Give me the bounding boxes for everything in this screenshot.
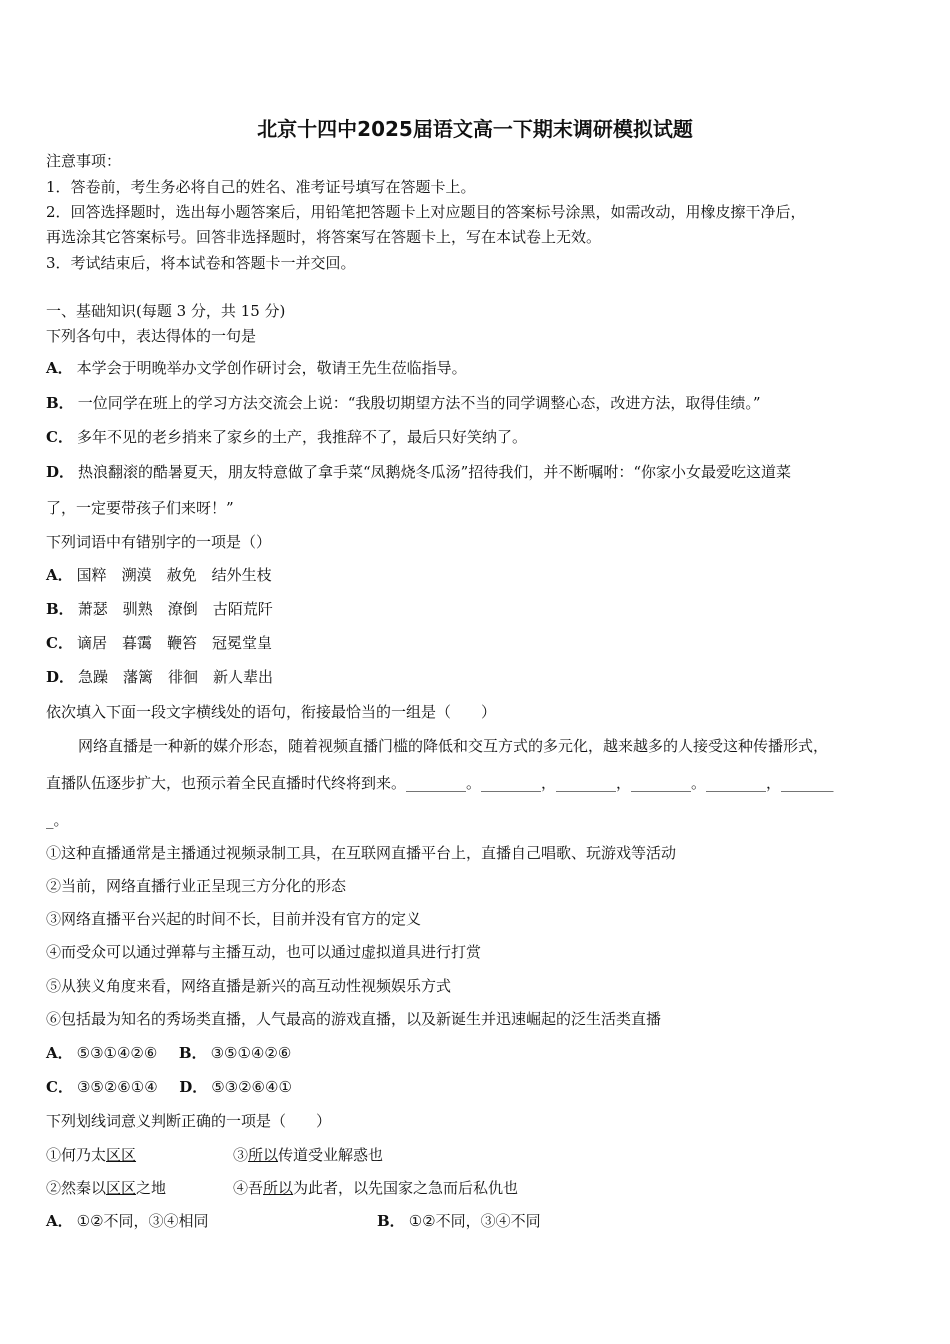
q2-option-a-text: 国粹 溯漠 赦免 结外生枝 — [76, 566, 272, 584]
option-letter: B． — [46, 600, 74, 618]
q1-option-d — [46, 462, 791, 482]
section-heading: 一、基础知识(每题 3 分，共 15 分) — [46, 302, 286, 320]
q2-option-b-text: 萧瑟 驯熟 潦倒 古陌荒阡 — [77, 600, 273, 618]
q4-item-3-rest: 传道受业解惑也 — [278, 1146, 384, 1164]
q1-option-a — [46, 358, 467, 378]
q4-item-4 — [233, 1178, 518, 1198]
q4-item-3-text: ③ — [233, 1146, 249, 1164]
q1-stem: 下列各句中，表达得体的一句是 — [46, 327, 257, 345]
q4-item-2 — [46, 1178, 166, 1198]
q3-stem: 依次填入下面一段文字横线处的语句，衔接最恰当的一组是（ ） — [46, 703, 497, 721]
q1-option-c-text: 多年不见的老乡捎来了家乡的土产，我推辞不了，最后只好笑纳了。 — [76, 428, 527, 446]
q3-sentence-1: ①这种直播通常是主播通过视频录制工具，在互联网直播平台上，直播自己唱歌、玩游戏等活动 — [46, 844, 677, 862]
option-letter: B． — [377, 1212, 405, 1230]
q4-option-a — [46, 1211, 209, 1231]
q1-option-c — [46, 427, 527, 447]
q3-sentence-2: ②当前，网络直播行业正呈现三方分化的形态 — [46, 877, 347, 895]
q4-item-2-rest: 之地 — [136, 1179, 167, 1197]
q3-option-d-text: ⑤③②⑥④① — [211, 1078, 292, 1096]
q1-option-b-text: 一位同学在班上的学习方法交流会上说：“我殷切期望方法不当的同学调整心态，改进方法，取得佳绩。” — [77, 394, 761, 412]
notice-item-2a: 2．回答选择题时，选出每小题答案后，用铅笔把答题卡上对应题目的答案标号涂黑，如需改动，用橡皮擦干净后， — [46, 203, 806, 221]
q3-sentence-6: ⑥包括最为知名的秀场类直播，人气最高的游戏直播，以及新诞生并迅速崛起的泛生活类直播 — [46, 1010, 662, 1028]
q3-option-b-text: ③⑤①④②⑥ — [210, 1044, 292, 1062]
q4-option-a-text: ①②不同，③④相同 — [76, 1212, 209, 1230]
notice-heading: 注意事项： — [46, 152, 122, 170]
option-letter: C． — [46, 428, 73, 446]
q4-item-2-text: ②然秦以 — [46, 1179, 107, 1197]
q3-option-a-text: ⑤③①④②⑥ — [76, 1044, 158, 1062]
q4-option-b-text: ①②不同，③④不同 — [408, 1212, 541, 1230]
q3-sentence-5: ⑤从狭义角度来看，网络直播是新兴的高互动性视频娱乐方式 — [46, 977, 452, 995]
q4-item-1 — [46, 1145, 136, 1165]
q4-item-3 — [233, 1145, 383, 1165]
q3-options-cd — [46, 1077, 292, 1097]
q3-passage-3: _。 — [46, 811, 69, 829]
option-letter: A． — [46, 1212, 73, 1230]
q1-option-a-text: 本学会于明晚举办文学创作研讨会，敬请王先生莅临指导。 — [76, 359, 467, 377]
q2-option-b — [46, 599, 273, 619]
option-letter: C． — [46, 634, 73, 652]
q1-option-d-text: 热浪翻滚的酷暑夏天，朋友特意做了拿手菜“凤鹅烧冬瓜汤”招待我们，并不断嘱咐：“你家小女最爱吃这道菜 — [78, 463, 792, 481]
q3-passage-2: 直播队伍逐步扩大，也预示着全民直播时代终将到来。________。________，________，________。________，_______ — [46, 774, 834, 792]
q4-item-3-underlined: 所以 — [248, 1146, 279, 1164]
option-letter: B． — [46, 394, 74, 412]
q2-option-c-text: 谪居 暮霭 鞭笞 冠冕堂皇 — [76, 634, 272, 652]
q4-item-1-text: ①何乃太 — [46, 1146, 107, 1164]
q1-option-b — [46, 393, 761, 413]
q3-sentence-4: ④而受众可以通过弹幕与主播互动，也可以通过虚拟道具进行打赏 — [46, 943, 482, 961]
q4-item-4-text: ④吾 — [233, 1179, 264, 1197]
option-letter: A． — [46, 566, 73, 584]
option-letter: D． — [46, 463, 75, 481]
q3-sentence-3: ③网络直播平台兴起的时间不长，目前并没有官方的定义 — [46, 910, 422, 928]
option-letter: A． — [46, 1044, 73, 1062]
option-letter: B． — [178, 1044, 207, 1062]
q2-option-d — [46, 667, 273, 687]
q1-option-d-cont: 了，一定要带孩子们来呀！” — [46, 499, 234, 517]
option-letter: A． — [46, 359, 73, 377]
q4-item-1-underlined: 区区 — [106, 1146, 137, 1164]
option-letter: C． — [46, 1078, 73, 1096]
q4-item-4-underlined: 所以 — [263, 1179, 294, 1197]
option-letter: D． — [46, 668, 75, 686]
q2-stem: 下列词语中有错别字的一项是（） — [46, 533, 272, 551]
q2-option-a — [46, 565, 272, 585]
q4-item-2-underlined: 区区 — [106, 1179, 137, 1197]
q3-passage-1: 网络直播是一种新的媒介形态，随着视频直播门槛的降低和交互方式的多元化，越来越多的人接受这种传播形式， — [78, 737, 829, 755]
q4-item-4-rest: 为此者，以先国家之急而后私仇也 — [293, 1179, 519, 1197]
q2-option-c — [46, 633, 272, 653]
q2-option-d-text: 急躁 藩篱 徘徊 新人辈出 — [78, 668, 274, 686]
q4-stem: 下列划线词意义判断正确的一项是（ ） — [46, 1112, 332, 1130]
q4-option-b — [377, 1211, 541, 1231]
q3-option-c-text: ③⑤②⑥①④ — [76, 1078, 158, 1096]
notice-item-1: 1．答卷前，考生务必将自己的姓名、准考证号填写在答题卡上。 — [46, 178, 476, 196]
option-letter: D． — [179, 1078, 208, 1096]
page-title: 北京十四中2025届语文高一下期末调研模拟试题 — [257, 117, 693, 141]
notice-item-2b: 再选涂其它答案标号。回答非选择题时，将答案写在答题卡上，写在本试卷上无效。 — [46, 228, 602, 246]
notice-item-3: 3．考试结束后，将本试卷和答题卡一并交回。 — [46, 254, 356, 272]
q3-options-ab — [46, 1043, 291, 1063]
